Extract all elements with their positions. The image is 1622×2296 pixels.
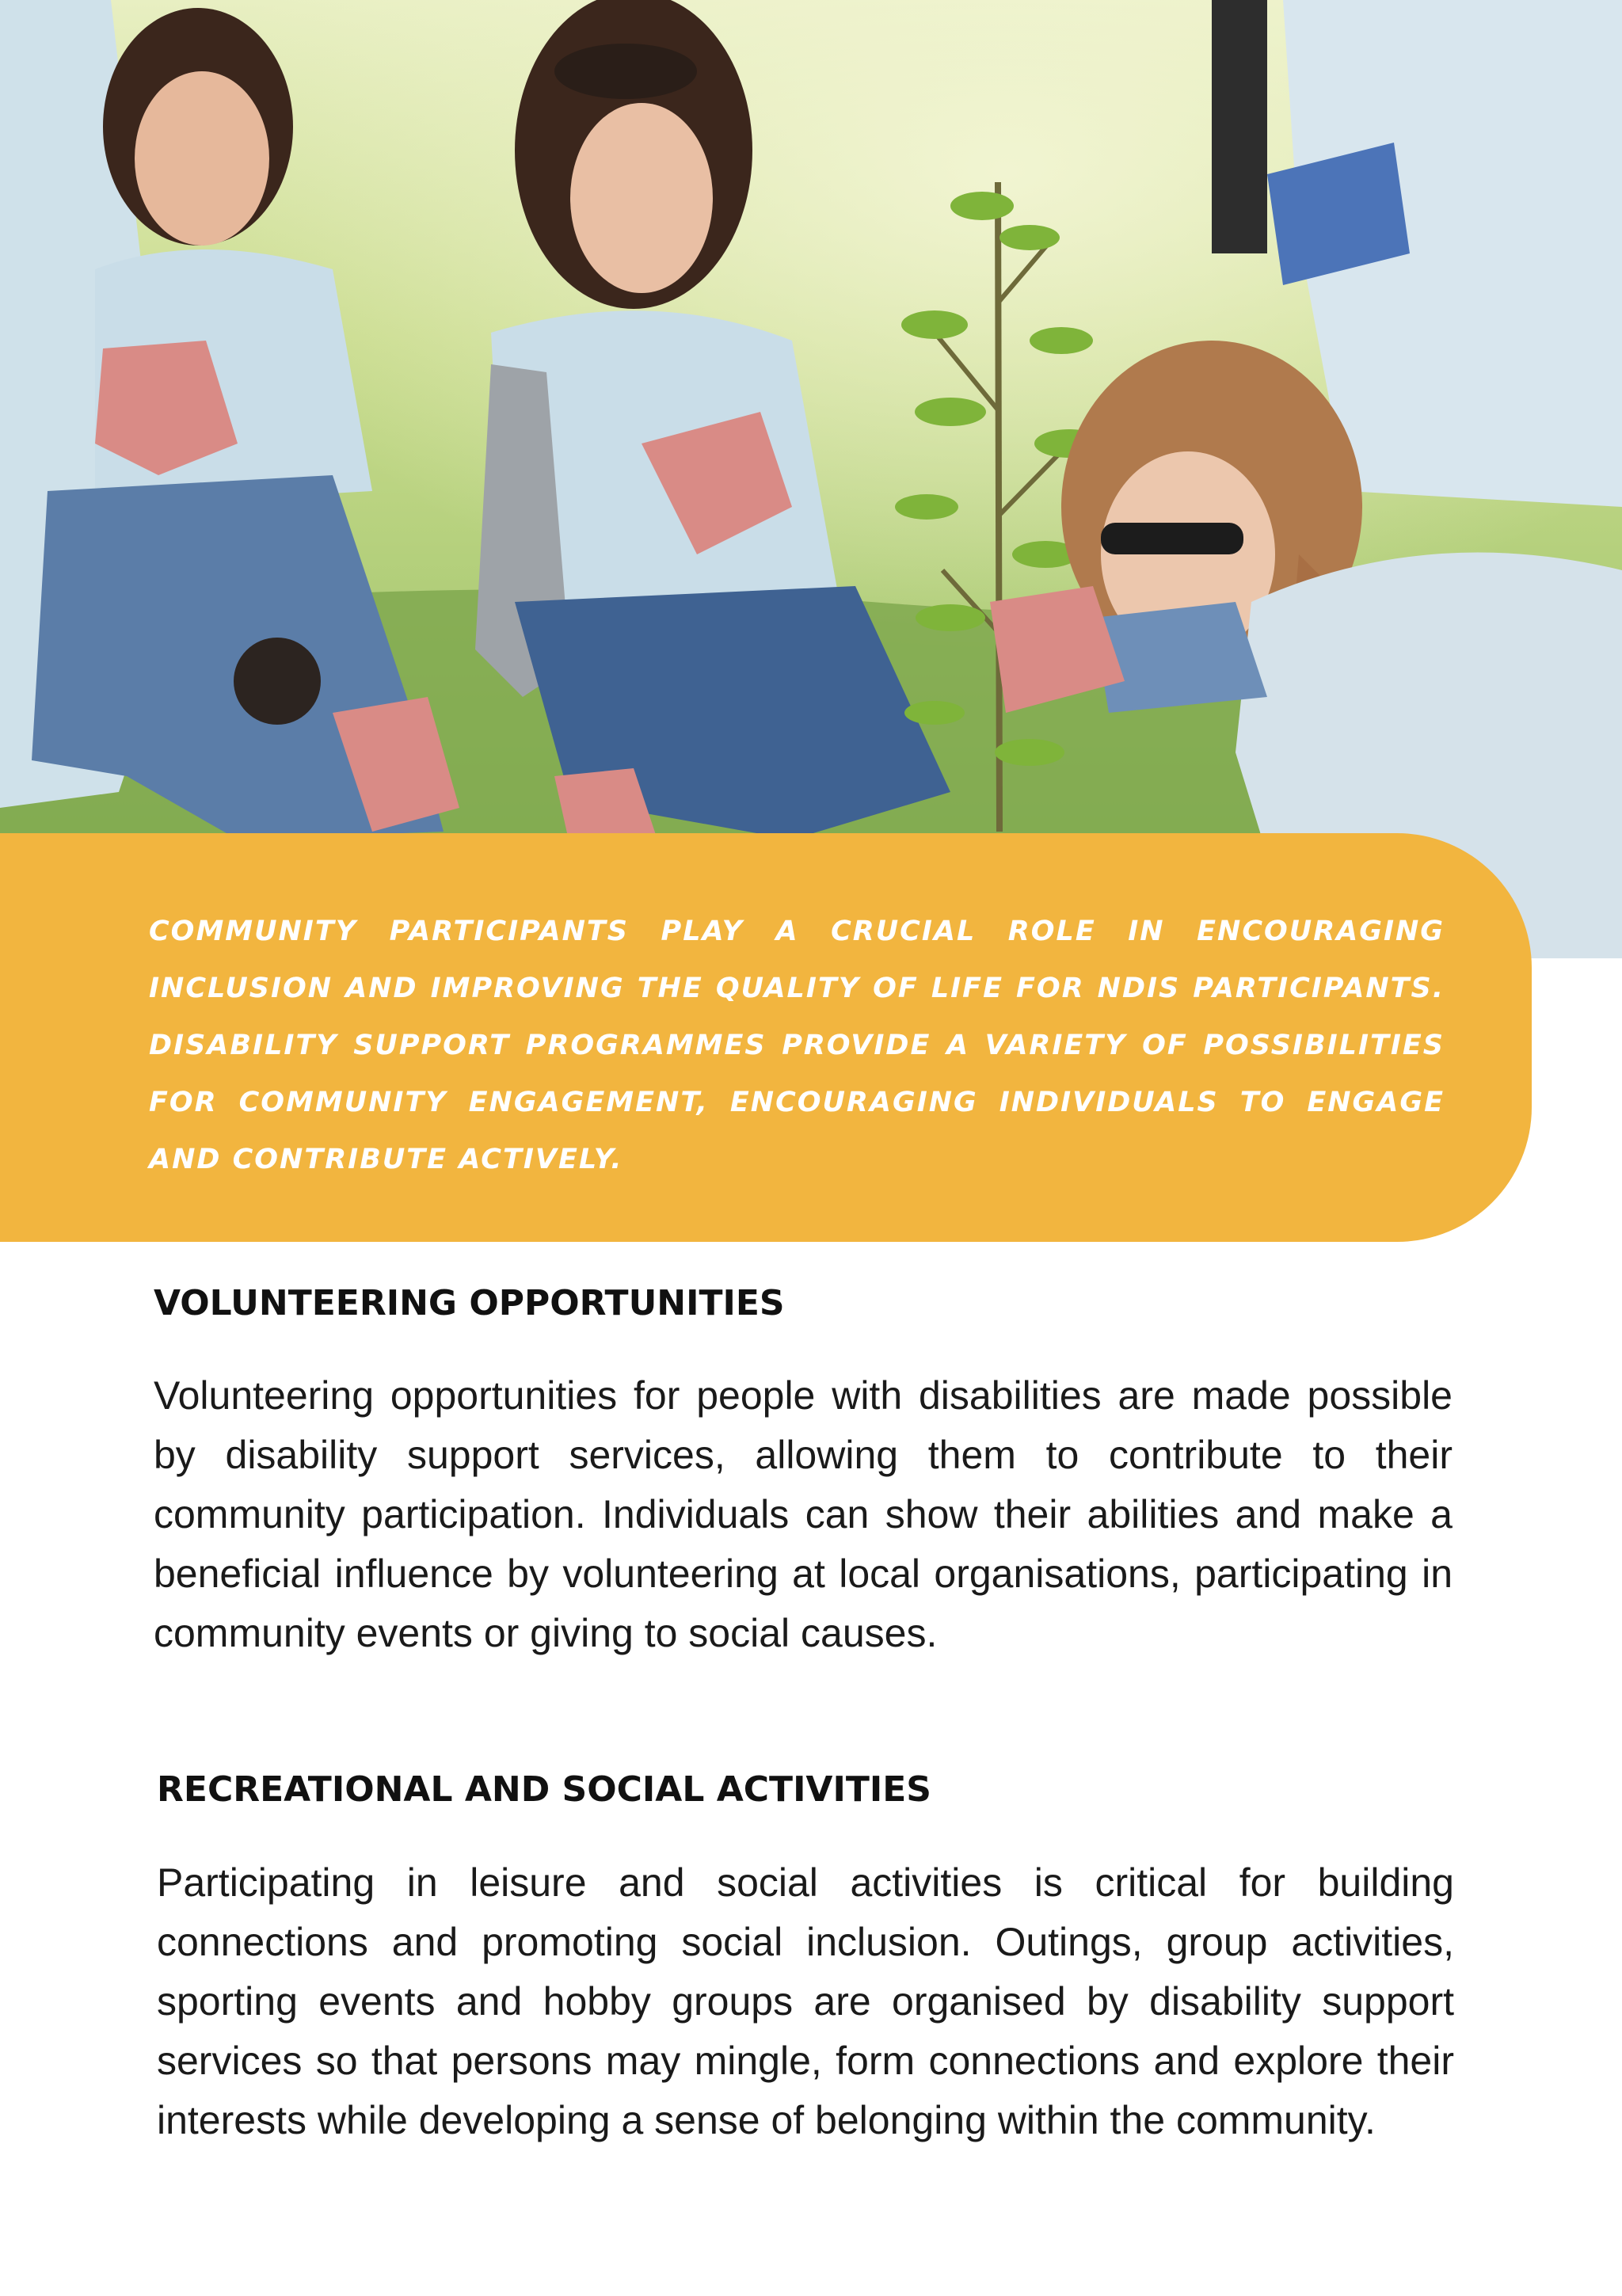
section-heading-volunteering: VOLUNTEERING OPPORTUNITIES <box>154 1283 785 1323</box>
callout-text: COMMUNITY PARTICIPANTS PLAY A CRUCIAL ROLE IN ENCOURAGING INCLUSION AND IMPROVING THE QUALITY OF LIFE FOR NDIS PARTICIPANTS. DISABILITY SUPPORT PROGRAMMES PROVIDE A VARIETY OF POSSIBILITIES FOR COMMUNITY ENGAGEMENT, ENCOURAGING INDIVIDUALS TO ENGAGE AND CONTRIBUTE ACTIVELY. <box>149 916 1445 1175</box>
section-body-volunteering: Volunteering opportunities for people with disabilities are made possible by disability support services, allowing them to contribute to their community participation. Individuals can show their abilities and make a beneficial influence by volunteering at local organisations, participating in community events or giving to social causes. <box>154 1373 1453 1655</box>
hero-photo <box>0 0 1622 958</box>
section-body-recreational: Participating in leisure and social activities is critical for building connections and promoting social inclusion. Outings, group activities, sporting events and hobby groups are organised by disability support services so that persons may mingle, form connections and explore their interests while developing a sense of belonging within the community. <box>157 1860 1454 2142</box>
community-tree-planting-photo-icon <box>0 0 1622 958</box>
section-heading-recreational: RECREATIONAL AND SOCIAL ACTIVITIES <box>157 1769 931 1810</box>
